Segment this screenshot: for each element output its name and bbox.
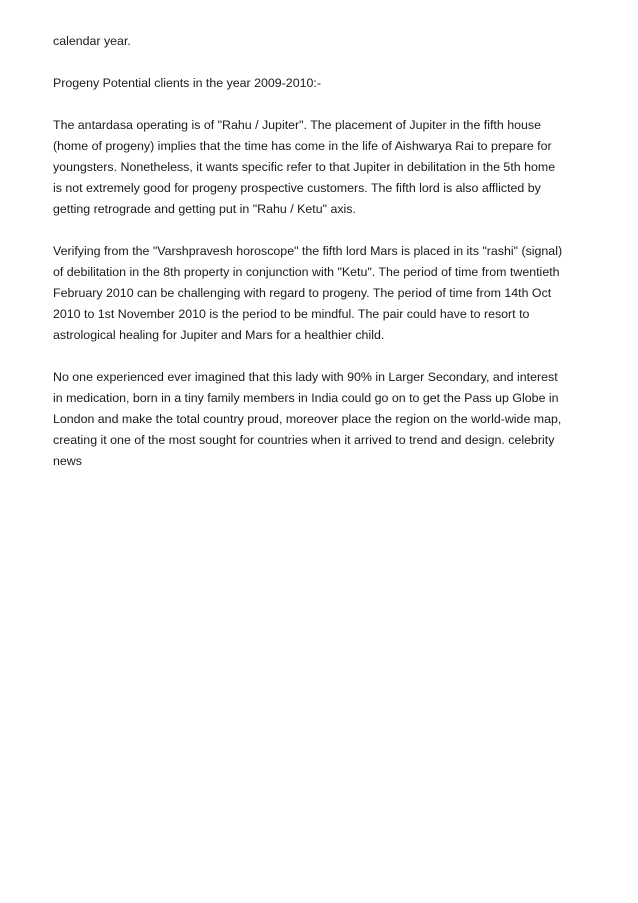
text-line: youngsters. Nonetheless, it wants specific refer to that Jupiter in debilitation in the 5th home <box>53 160 556 174</box>
paragraph-antardasa <box>53 115 598 220</box>
paragraph-heading <box>53 73 598 94</box>
text-line: calendar year. <box>53 34 131 48</box>
section-heading: Progeny Potential clients in the year 2009-2010:- <box>53 76 321 90</box>
paragraph-varshpravesh <box>53 241 598 346</box>
text-line: (home of progeny) implies that the time has come in the life of Aishwarya Rai to prepare for <box>53 139 552 153</box>
text-line: getting retrograde and getting put in "Rahu / Ketu" axis. <box>53 202 356 216</box>
text-line: news <box>53 454 82 468</box>
paragraph-biography <box>53 367 598 472</box>
text-line: The antardasa operating is of "Rahu / Jupiter". The placement of Jupiter in the fifth house <box>53 118 541 132</box>
text-line: 2010 to 1st November 2010 is the period to be mindful. The pair could have to resort to <box>53 307 530 321</box>
text-line: Verifying from the "Varshpravesh horoscope" the fifth lord Mars is placed in its "rashi" (signal) <box>53 244 563 258</box>
text-line: No one experienced ever imagined that this lady with 90% in Larger Secondary, and interest <box>53 370 558 384</box>
text-line: February 2010 can be challenging with regard to progeny. The period of time from 14th Oct <box>53 286 552 300</box>
paragraph-intro <box>53 31 598 52</box>
text-line: London and make the total country proud, moreover place the region on the world-wide map, <box>53 412 562 426</box>
text-line: is not extremely good for progeny prospective customers. The fifth lord is also afflicted by <box>53 181 541 195</box>
text-line: in medication, born in a tiny family members in India could go on to get the Pass up Globe in <box>53 391 559 405</box>
text-line: of debilitation in the 8th property in conjunction with "Ketu". The period of time from twentieth <box>53 265 560 279</box>
document-page <box>53 31 598 472</box>
text-line: astrological healing for Jupiter and Mars for a healthier child. <box>53 328 385 342</box>
text-line: creating it one of the most sought for countries when it arrived to trend and design. celebrity <box>53 433 555 447</box>
